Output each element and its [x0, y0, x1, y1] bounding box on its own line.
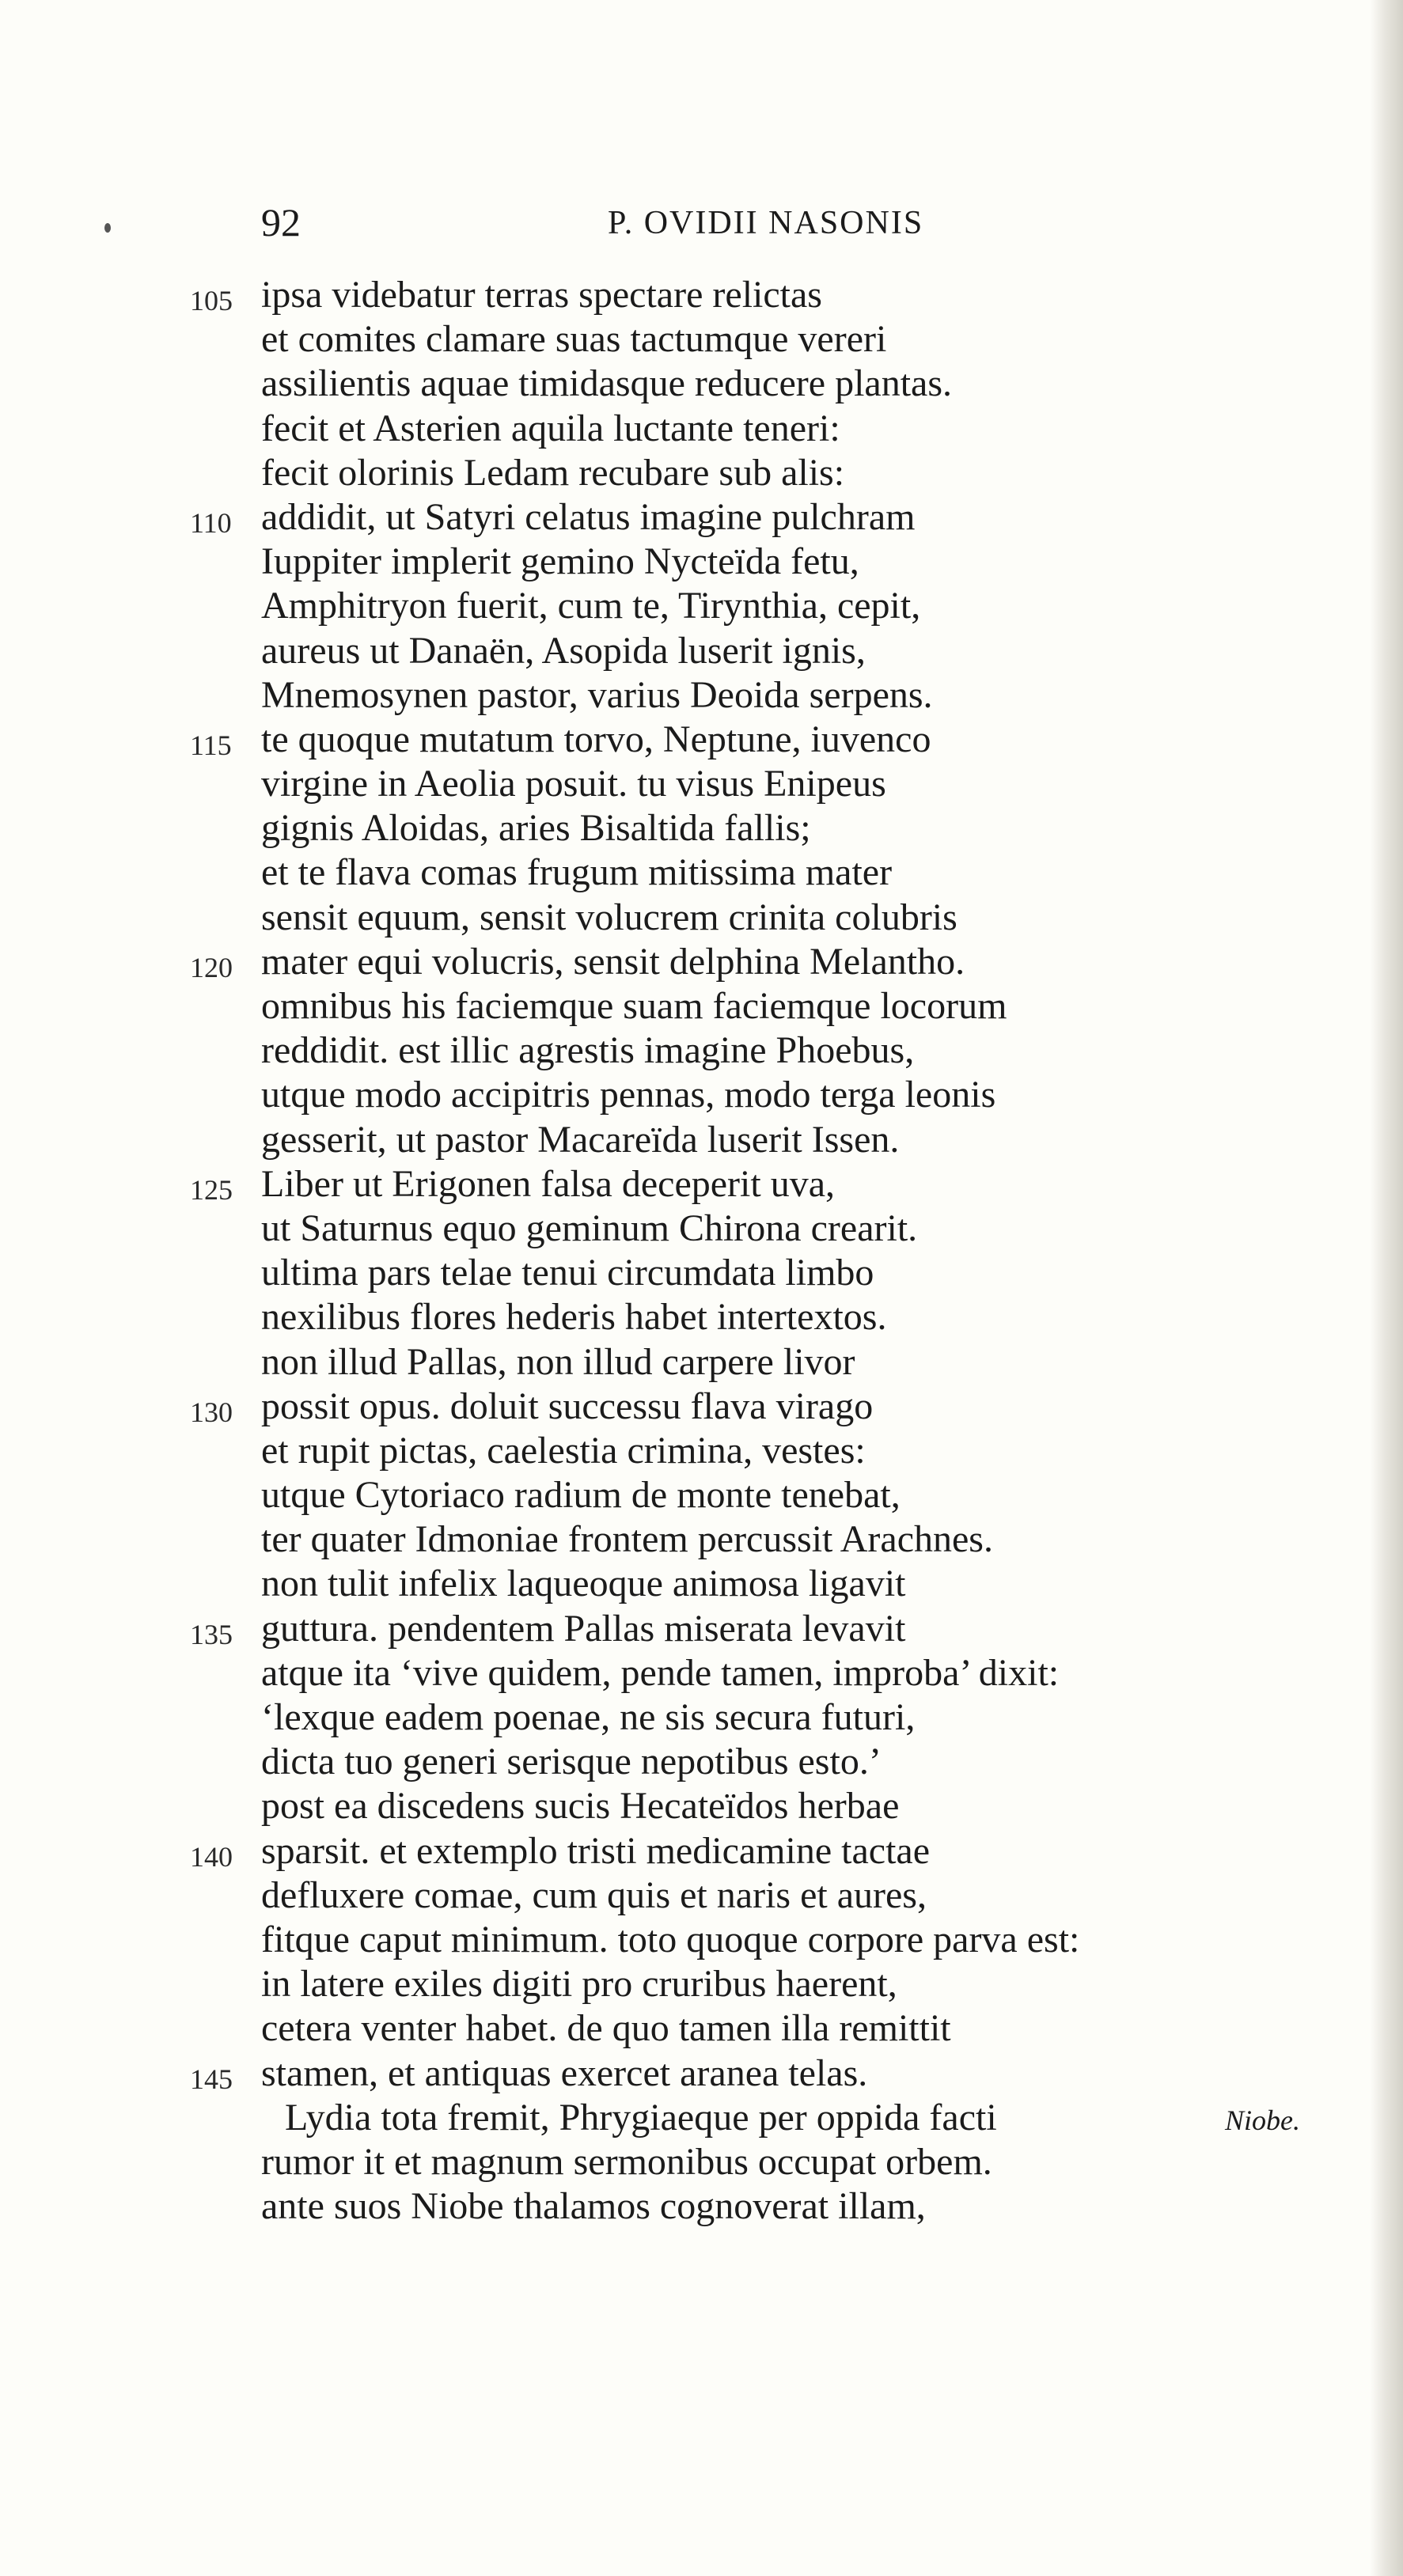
verse-line [0, 1207, 1403, 1251]
line-text: fecit olorinis Ledam recubare sub alis: [261, 451, 845, 494]
line-text: Liber ut Erigonen falsa deceperit uva, [261, 1162, 836, 1205]
verse-line [0, 1295, 1403, 1339]
verse-line [0, 673, 1403, 718]
line-text: post ea discedens sucis Hecateïdos herbae [261, 1785, 900, 1828]
verse-line [0, 1073, 1403, 1117]
line-text: mater equi volucris, sensit delphina Melantho. [261, 940, 965, 983]
verse-line [0, 1251, 1403, 1295]
verse-line [0, 1918, 1403, 1962]
line-text: guttura. pendentem Pallas miserata levavit [261, 1607, 906, 1650]
verse-line [0, 362, 1403, 406]
line-text: stamen, et antiquas exercet aranea telas. [261, 2051, 868, 2094]
verse-line [0, 1473, 1403, 1517]
line-number: 105 [190, 285, 233, 316]
verse-line [0, 2140, 1403, 2184]
line-text: te quoque mutatum torvo, Neptune, iuvenco [261, 718, 931, 760]
line-text: fitque caput minimum. toto quoque corpore parva est: [261, 1918, 1080, 1960]
verse-line [0, 1873, 1403, 1918]
line-text: ipsa videbatur terras spectare relictas [261, 274, 822, 316]
line-text: Iuppiter implerit gemino Nycteïda fetu, [261, 540, 859, 583]
line-text: ut Saturnus equo geminum Chirona crearit. [261, 1207, 918, 1249]
line-number: 125 [190, 1173, 233, 1206]
verse-line [0, 2051, 1403, 2096]
line-number: 110 [190, 506, 232, 539]
verse-line [0, 2096, 1403, 2140]
verse-line [0, 1162, 1403, 1207]
line-text: nexilibus flores hederis habet intertextos. [261, 1296, 887, 1339]
verse-line [0, 984, 1403, 1029]
line-text: non tulit infelix laqueoque animosa ligavit [261, 1563, 906, 1605]
verse-line [0, 806, 1403, 850]
line-text: Lydia tota fremit, Phrygiaeque per oppida facti [285, 2096, 997, 2138]
running-head: P. OVIDII NASONIS [608, 205, 924, 241]
line-text: ‘lexque eadem poenae, ne sis secura futuri, [261, 1696, 916, 1738]
verse-line [0, 1429, 1403, 1473]
line-text: Mnemosynen pastor, varius Deoida serpens. [261, 673, 933, 716]
verse-line [0, 2006, 1403, 2051]
page-header [0, 199, 1403, 255]
line-text: et comites clamare suas tactumque vereri [261, 318, 887, 361]
line-text: atque ita ‘vive quidem, pende tamen, improba’ dixit: [261, 1651, 1060, 1694]
line-text: cetera venter habet. de quo tamen illa remittit [261, 2007, 951, 2050]
line-text: utque Cytoriaco radium de monte tenebat, [261, 1474, 901, 1517]
line-text: possit opus. doluit successu flava virago [261, 1385, 874, 1427]
line-text: ultima pars telae tenui circumdata limbo [261, 1252, 874, 1294]
line-text: Amphitryon fuerit, cum te, Tirynthia, cepit, [261, 585, 921, 627]
verse-line [0, 1029, 1403, 1073]
verse-line [0, 1784, 1403, 1828]
line-text: fecit et Asterien aquila luctante teneri: [261, 407, 840, 449]
line-number: 115 [190, 729, 232, 761]
line-text: gignis Aloidas, aries Bisaltida fallis; [261, 807, 811, 850]
verse-line [0, 1651, 1403, 1695]
verse-line [0, 495, 1403, 540]
line-number: 130 [190, 1396, 233, 1428]
line-text: addidit, ut Satyri celatus imagine pulchram [261, 495, 916, 538]
line-text: dicta tuo generi serisque nepotibus esto.’ [261, 1741, 882, 1783]
verse-line [0, 451, 1403, 495]
line-text: assilientis aquae timidasque reducere plantas. [261, 362, 953, 405]
line-text: aureus ut Danaën, Asopida luserit ignis, [261, 629, 866, 672]
line-number: 120 [190, 951, 233, 983]
verse-line [0, 762, 1403, 806]
verse-line [0, 1829, 1403, 1873]
verse-line [0, 1562, 1403, 1606]
line-number: 140 [190, 1840, 233, 1873]
verse-line [0, 850, 1403, 895]
line-text: et rupit pictas, caelestia crimina, vestes: [261, 1429, 866, 1472]
verse-line [0, 940, 1403, 984]
page-number: 92 [261, 200, 301, 244]
marginal-note: Niobe. [1225, 2104, 1300, 2136]
line-text: ante suos Niobe thalamos cognoverat illam, [261, 2185, 926, 2228]
line-text: et te flava comas frugum mitissima mater [261, 851, 893, 894]
verse-line [0, 1118, 1403, 1162]
line-text: non illud Pallas, non illud carpere livor [261, 1340, 855, 1383]
verse-line [0, 584, 1403, 628]
verse-line [0, 273, 1403, 317]
verse-line [0, 718, 1403, 762]
line-text: reddidit. est illic agrestis imagine Phoebus, [261, 1029, 915, 1072]
verse-line [0, 896, 1403, 940]
line-number: 145 [190, 2063, 233, 2095]
verse-line [0, 540, 1403, 584]
poem-text [0, 273, 1403, 2229]
verse-line [0, 1740, 1403, 1784]
line-text: gesserit, ut pastor Macareïda luserit Issen. [261, 1118, 900, 1161]
verse-line [0, 1962, 1403, 2006]
verse-line [0, 1607, 1403, 1651]
line-text: sparsit. et extemplo tristi medicamine tactae [261, 1829, 931, 1872]
line-text: in latere exiles digiti pro cruribus haerent, [261, 1963, 897, 2006]
verse-line [0, 407, 1403, 451]
verse-line [0, 1695, 1403, 1740]
line-number: 135 [190, 1618, 233, 1650]
line-text: ter quater Idmoniae frontem percussit Arachnes. [261, 1518, 993, 1561]
line-text: omnibus his faciemque suam faciemque locorum [261, 985, 1007, 1027]
verse-line [0, 317, 1403, 362]
line-text: rumor it et magnum sermonibus occupat orbem. [261, 2140, 992, 2183]
line-text: defluxere comae, cum quis et naris et aures, [261, 1873, 927, 1916]
verse-line [0, 2184, 1403, 2229]
verse-line [0, 1385, 1403, 1429]
verse-line [0, 1517, 1403, 1562]
line-text: sensit equum, sensit volucrem crinita colubris [261, 896, 957, 938]
verse-line [0, 629, 1403, 673]
line-text: utque modo accipitris pennas, modo terga leonis [261, 1074, 996, 1116]
line-text: virgine in Aeolia posuit. tu visus Enipeus [261, 763, 886, 805]
verse-line [0, 1340, 1403, 1385]
